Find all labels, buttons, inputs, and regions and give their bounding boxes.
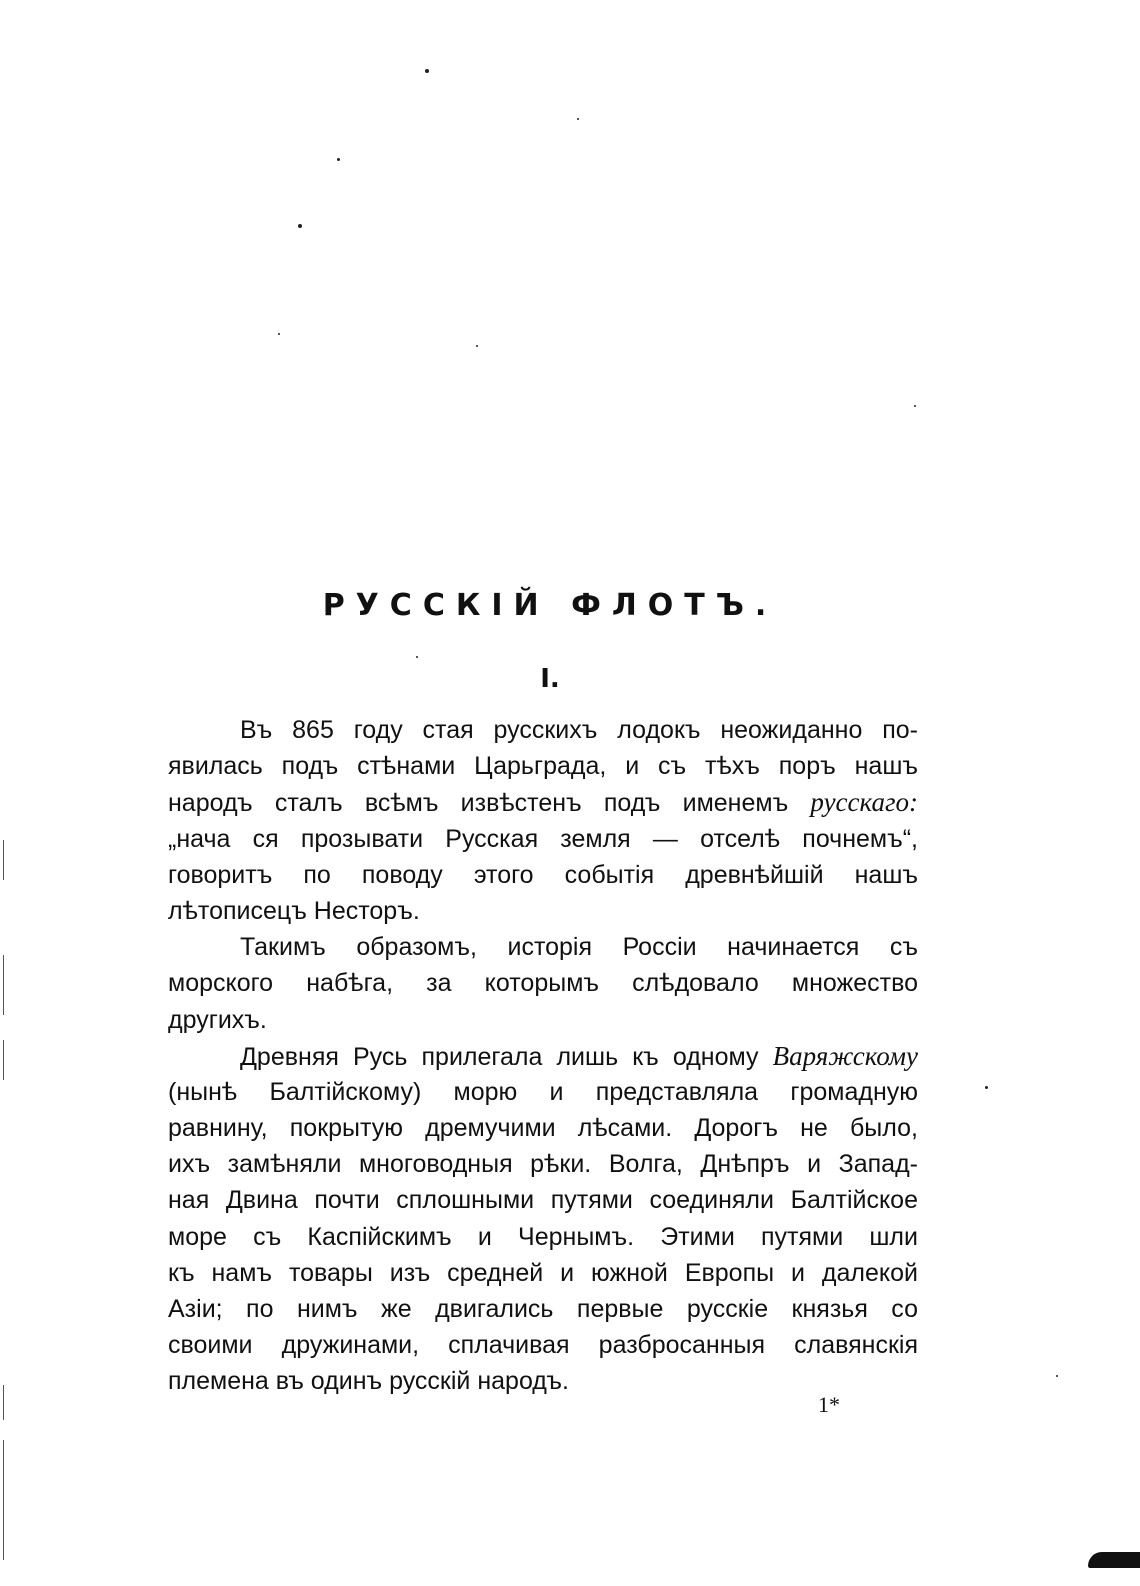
text-run: морского набѣга, за которымъ слѣдовало множество: [168, 969, 918, 998]
text-line: [168, 784, 918, 820]
text-line: [168, 857, 918, 893]
text-run: равнину, покрытую дремучими лѣсами. Дорогъ не было,: [168, 1114, 918, 1143]
section-numeral: I.: [540, 664, 560, 694]
scan-edge-mark: [3, 840, 4, 880]
scan-speck: [298, 224, 302, 228]
text-run: народъ сталъ всѣмъ извѣстенъ подъ именемъ: [168, 789, 811, 818]
text-run: Древняя Русь прилегала лишь къ одному: [240, 1042, 773, 1071]
text-run: (нынѣ Балтійскому) морю и представляла громадную: [168, 1077, 918, 1106]
text-line: [168, 1219, 918, 1255]
paragraph: [168, 929, 918, 1038]
scan-edge-mark: [3, 1040, 4, 1080]
text-run: ная Двина почти сплошными путями соединяли Балтійское: [168, 1186, 918, 1215]
text-run: Въ 865 году стая русскихъ лодокъ неожиданно по-: [240, 716, 918, 744]
text-run: своими дружинами, сплачивая разбросанныя славянскія: [168, 1331, 918, 1360]
text-run: лѣтописецъ Несторъ.: [168, 896, 420, 925]
text-line: [168, 929, 918, 965]
text-line: [168, 712, 918, 748]
text-line: [168, 748, 918, 784]
paragraph: [168, 1038, 918, 1400]
text-run: Азіи; по нимъ же двигались первые русскіе князья со: [168, 1295, 918, 1323]
scan-speck: [577, 118, 579, 120]
text-line: [168, 1110, 918, 1146]
text-line: [168, 821, 918, 857]
text-run: говоритъ по поводу этого событія древнѣйшій нашъ: [168, 860, 918, 889]
scan-edge-mark: [3, 1385, 4, 1420]
text-line: [168, 1255, 918, 1291]
text-run: „нача ся прозывати Русская земля — отселѣ почнемъ“,: [168, 824, 918, 853]
scan-speck: [1056, 1375, 1058, 1377]
scan-speck: [985, 1086, 988, 1089]
scan-speck: [416, 656, 418, 658]
text-line: [168, 1146, 918, 1182]
scan-edge-mark: [3, 955, 4, 1015]
scan-speck: [425, 69, 429, 73]
italic-phrase: Варяжскому: [772, 1040, 918, 1071]
scan-speck: [337, 158, 340, 161]
text-run: море съ Каспійскимъ и Чернымъ. Этими путями шли: [168, 1222, 918, 1251]
text-run: племена въ одинъ русскій народъ.: [168, 1367, 569, 1396]
text-line: [168, 1038, 918, 1074]
text-run: къ намъ товары изъ средней и южной Европы и далекой: [168, 1258, 918, 1287]
text-run: ихъ замѣняли многоводныя рѣки. Волга, Днѣпръ и Запад-: [168, 1150, 918, 1179]
text-line: [168, 1002, 918, 1038]
scan-edge-mark: [3, 1440, 4, 1560]
text-line: [168, 1291, 918, 1327]
text-run: явилась подъ стѣнами Царьграда, и съ тѣхъ поръ нашъ: [168, 752, 918, 781]
scan-speck: [278, 333, 280, 335]
text-line: [168, 1363, 918, 1399]
text-run: Такимъ образомъ, исторія Россіи начинается съ: [240, 933, 918, 962]
scan-speck: [476, 345, 478, 347]
text-line: [168, 1327, 918, 1363]
text-line: [168, 965, 918, 1001]
text-run: другихъ.: [168, 1005, 267, 1034]
scan-corner-blot: [1088, 1552, 1140, 1568]
scan-speck: [914, 405, 916, 407]
text-line: [168, 1182, 918, 1218]
page-number: 1*: [818, 1392, 840, 1417]
body-text: [168, 712, 918, 1400]
text-line: [168, 1074, 918, 1110]
text-line: [168, 893, 918, 929]
chapter-title: РУССКІЙ ФЛОТЪ.: [322, 588, 778, 623]
paragraph: [168, 712, 918, 929]
italic-phrase: русскаго:: [810, 787, 918, 818]
